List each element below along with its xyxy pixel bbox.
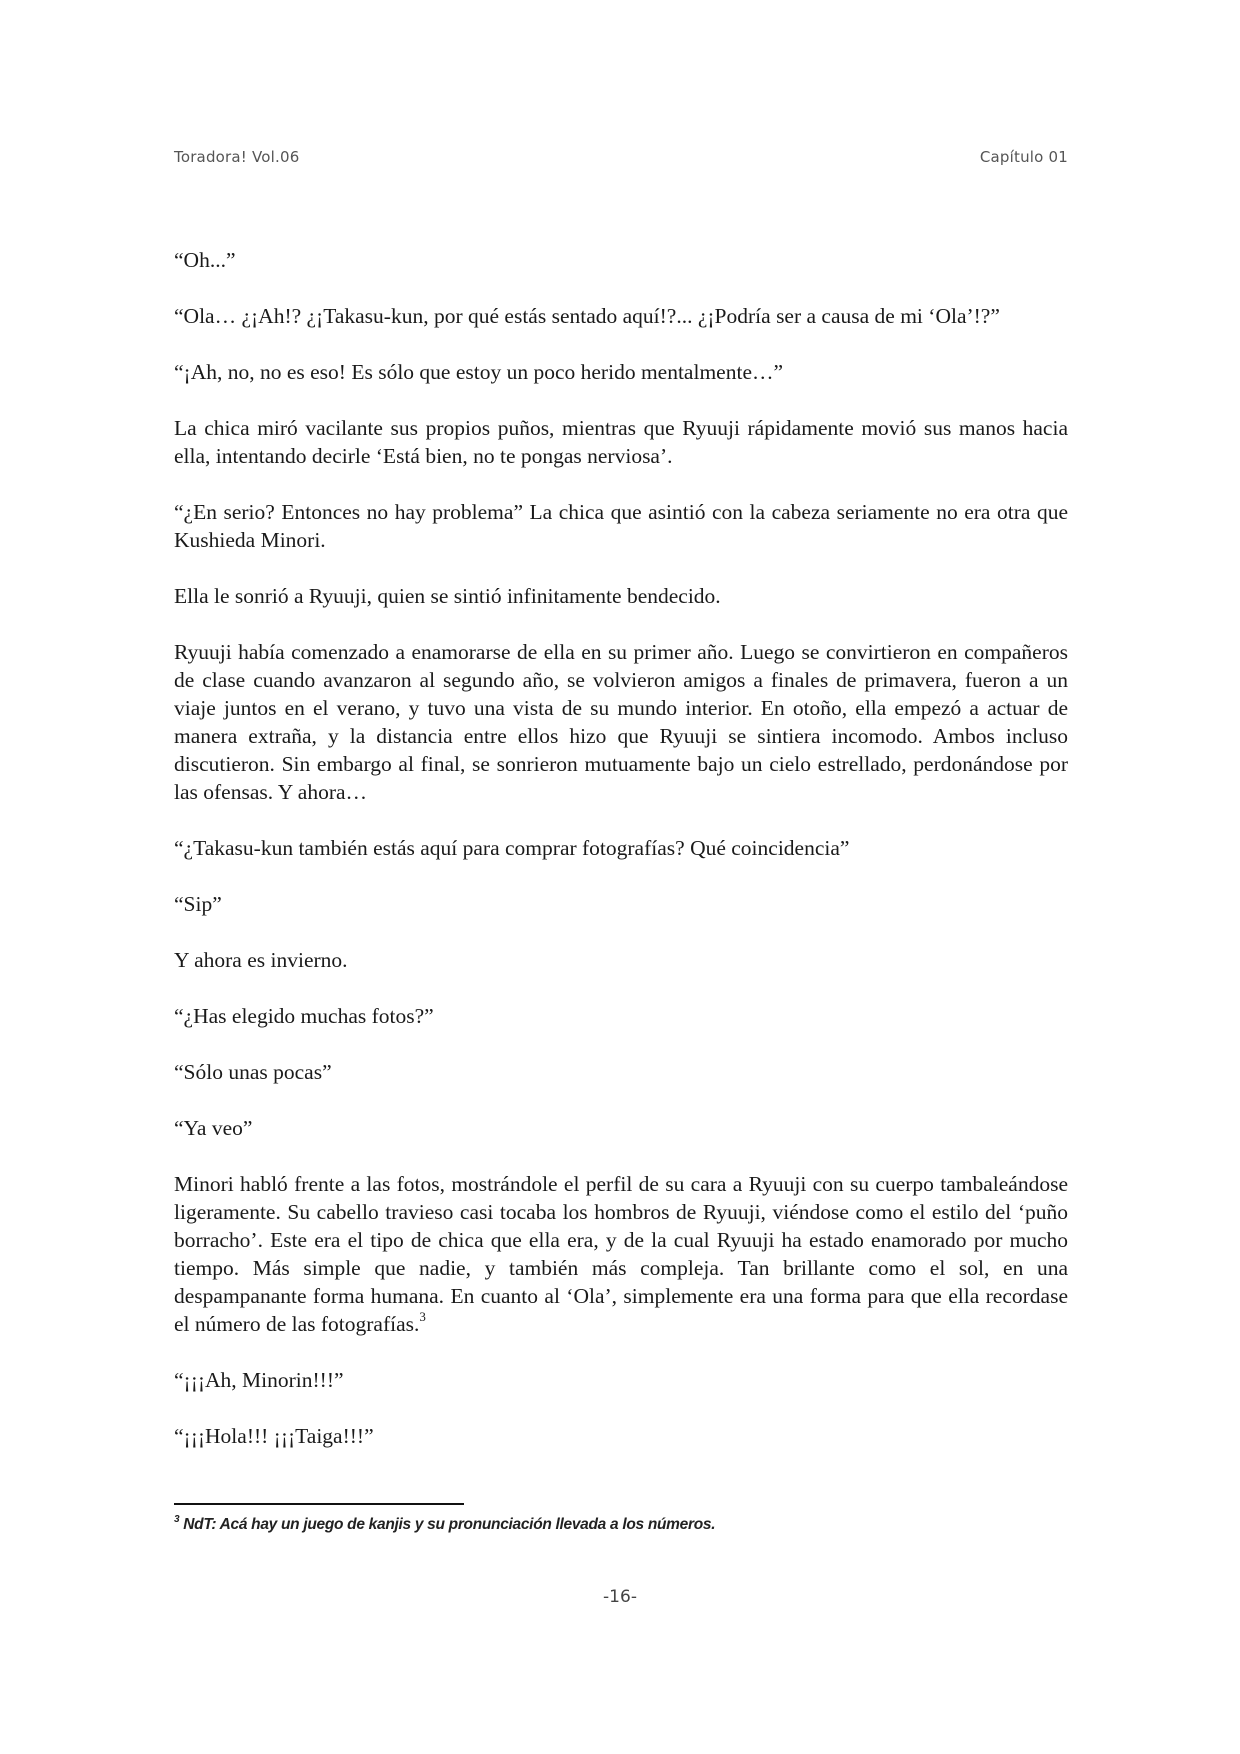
header-book-title: Toradora! Vol.06 (174, 148, 300, 166)
paragraph: “Oh...” (174, 248, 236, 272)
paragraph: Ryuuji había comenzado a enamorarse de ella en su primer año. Luego se convirtieron en compañeros de clase cuando avanzaron al segundo año, se volvieron amigos a finales de primavera, fueron a un viaje juntos en el verano, y tuvo una vista de su mundo interior. En otoño, ella empezó a actuar de manera extraña, y la distancia entre ellos hizo que Ryuuji se sintiera incomodo. Ambos incluso discutieron. Sin embargo al final, se sonrieron mutuamente bajo un cielo estrellado, perdonándose por las ofensas. Y ahora… (174, 640, 1068, 804)
paragraph: “¿En serio? Entonces no hay problema” La chica que asintió con la cabeza seriamente no era otra que Kushieda Minori. (174, 500, 1068, 552)
paragraph: “¿Takasu-kun también estás aquí para comprar fotografías? Qué coincidencia” (174, 836, 850, 860)
paragraph-with-footnote (174, 1170, 1068, 1338)
footnote (174, 1515, 1068, 1534)
paragraph-text: Minori habló frente a las fotos, mostrándole el perfil de su cara a Ryuuji con su cuerpo tambaleándose ligeramente. Su cabello travieso casi tocaba los hombros de Ryuuji, viéndose como el estilo del ‘puño borracho’. Este era el tipo de chica que ella era, y de la cual Ryuuji ha estado enamorado por mucho tiempo. Más simple que nadie, y también más compleja. Tan brillante como el sol, en una despampanante forma humana. En cuanto al ‘Ola’, simplemente era una forma para que ella recordase el número de las fotografías. (174, 1172, 1068, 1336)
paragraph: La chica miró vacilante sus propios puños, mientras que Ryuuji rápidamente movió sus manos hacia ella, intentando decirle ‘Está bien, no te pongas nerviosa’. (174, 416, 1068, 468)
page-number: -16- (603, 1587, 637, 1607)
paragraph: “Ola… ¿¡Ah!? ¿¡Takasu-kun, por qué estás sentado aquí!?... ¿¡Podría ser a causa de mi ‘Ola’!?” (174, 304, 1000, 328)
paragraph: “¡¡¡Ah, Minorin!!!” (174, 1368, 344, 1392)
paragraph: “¡¡¡Hola!!! ¡¡¡Taiga!!!” (174, 1424, 374, 1448)
body-text (174, 246, 1068, 1478)
footnote-text: NdT: Acá hay un juego de kanjis y su pronunciación llevada a los números. (179, 1516, 716, 1534)
paragraph: Y ahora es invierno. (174, 948, 348, 972)
header-chapter: Capítulo 01 (979, 148, 1068, 166)
paragraph: “Ya veo” (174, 1116, 253, 1140)
paragraph: “¿Has elegido muchas fotos?” (174, 1004, 434, 1028)
footnote-reference[interactable]: 3 (419, 1308, 426, 1324)
paragraph: Ella le sonrió a Ryuuji, quien se sintió infinitamente bendecido. (174, 584, 721, 608)
paragraph: “Sip” (174, 892, 222, 916)
footnote-marker: 3 (174, 1514, 180, 1525)
running-header (174, 148, 1068, 166)
paragraph: “¡Ah, no, no es eso! Es sólo que estoy un poco herido mentalmente…” (174, 360, 784, 384)
footnote-separator (174, 1503, 464, 1505)
paragraph: “Sólo unas pocas” (174, 1060, 332, 1084)
